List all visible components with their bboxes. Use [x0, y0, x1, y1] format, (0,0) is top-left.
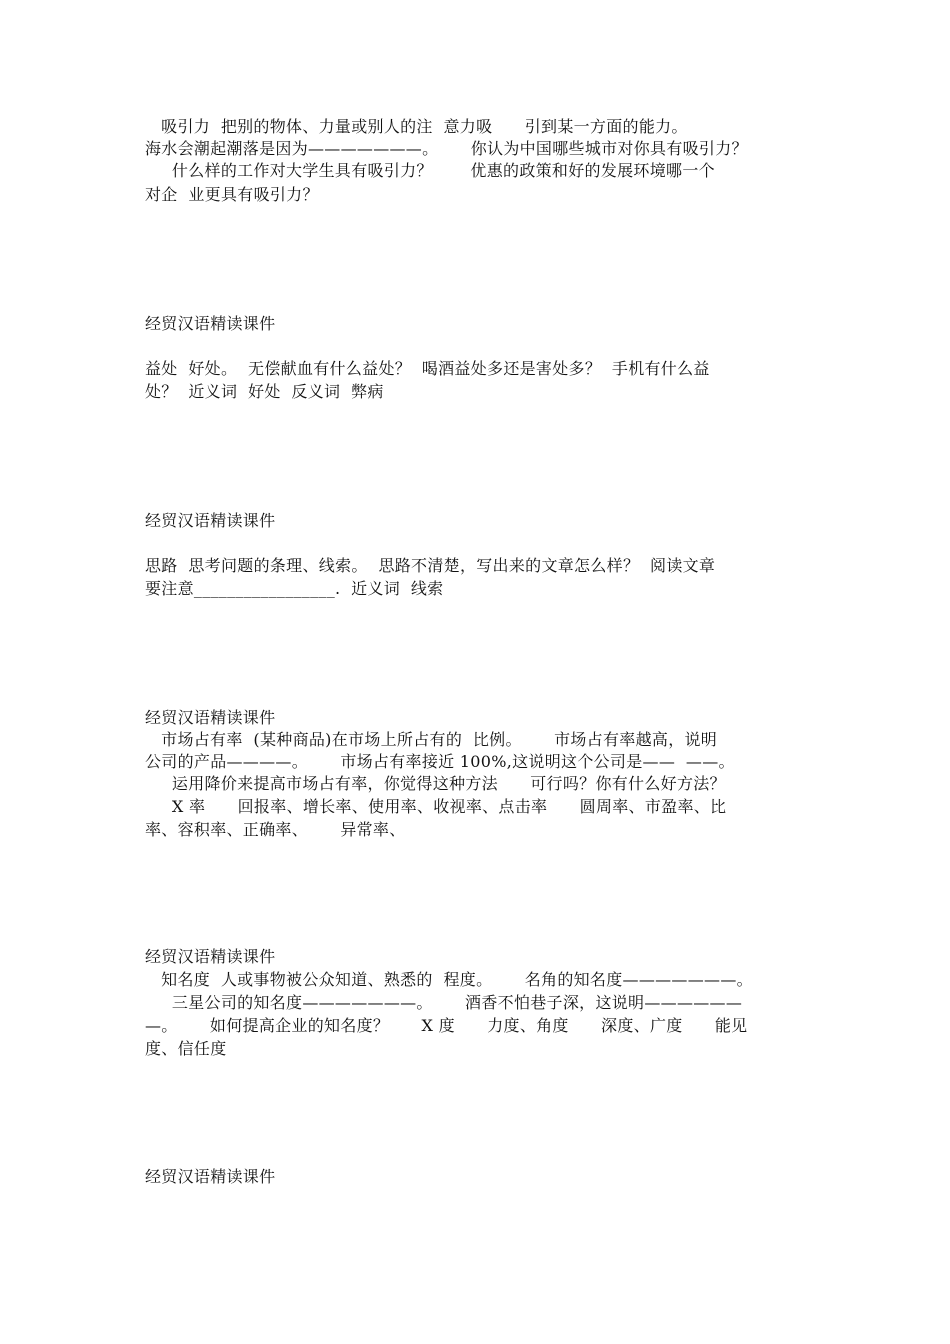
text-line: 处？ 近义词 好处 反义词 弊病	[145, 382, 384, 401]
text-line: 度、信任度	[145, 1039, 227, 1058]
text-line: 吸引力 把别的物体、力量或别人的注 意力吸 引到某一方面的能力。	[145, 117, 688, 136]
text-line: 率、容积率、正确率、 异常率、	[145, 820, 406, 839]
text-line: 要注意_________________. 近义词 线索	[145, 579, 444, 598]
text-line: 思路 思考问题的条理、线索。 思路不清楚，写出来的文章怎么样？ 阅读文章	[145, 556, 716, 575]
text-line: X 率 回报率、增长率、使用率、收视率、点击率 圆周率、市盈率、比	[145, 797, 727, 816]
text-line: 什么样的工作对大学生具有吸引力？ 优惠的政策和好的发展环境哪一个	[145, 161, 715, 180]
text-line: 海水会潮起潮落是因为———————。 你认为中国哪些城市对你具有吸引力？	[145, 139, 748, 158]
page-footer: 经贸汉语精读课件	[145, 1167, 276, 1186]
page-footer: 经贸汉语精读课件	[145, 314, 276, 333]
text-line: 三星公司的知名度———————。 酒香不怕巷子深，这说明——————	[145, 993, 743, 1012]
text-line: 益处 好处。 无偿献血有什么益处？ 喝酒益处多还是害处多？ 手机有什么益	[145, 359, 710, 378]
page-footer: 经贸汉语精读课件	[145, 511, 276, 530]
text-line: 公司的产品————。 市场占有率接近 100%,这说明这个公司是—— ——。	[145, 752, 735, 771]
text-line: 市场占有率 (某种商品)在市场上所占有的 比例。 市场占有率越高，说明	[145, 730, 718, 749]
page-footer: 经贸汉语精读课件	[145, 947, 276, 966]
page-footer: 经贸汉语精读课件	[145, 708, 276, 727]
text-line: —。 如何提高企业的知名度？ X 度 力度、角度 深度、广度 能见	[145, 1016, 748, 1035]
text-line: 对企 业更具有吸引力？	[145, 185, 319, 204]
text-line: 运用降价来提高市场占有率，你觉得这种方法 可行吗？你有什么好方法？	[145, 774, 726, 793]
text-line: 知名度 人或事物被公众知道、熟悉的 程度。 名角的知名度———————。	[145, 970, 753, 989]
